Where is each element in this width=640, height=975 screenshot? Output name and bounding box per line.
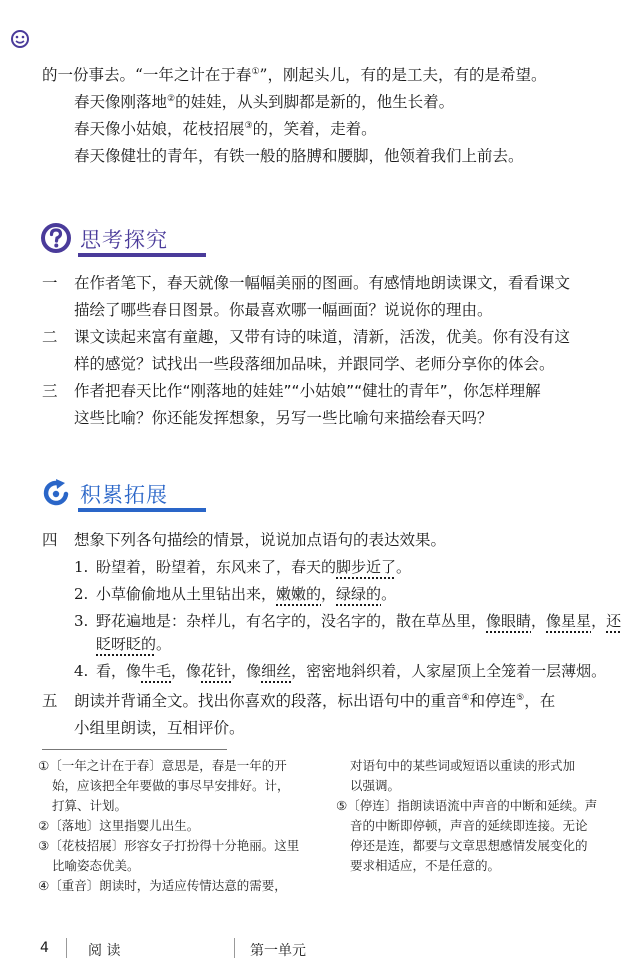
unit-label: 第一单元: [250, 943, 306, 959]
sub-item-continued: 眨呀眨的。: [96, 635, 172, 653]
footnote-4: ④〔重音〕朗读时，为适应传情达意的需要，: [38, 878, 287, 893]
sub-item: 1. 盼望着，盼望着，东风来了，春天的脚步近了。: [74, 558, 412, 576]
question-label: 三: [42, 382, 58, 400]
footnote-1: ①〔一年之计在于春〕意思是，春是一年的开 始，应该把全年要做的事尽早安排好。计， 打算、计划。: [38, 758, 290, 813]
question-text: 想象下列各句描绘的情景，说说加点语句的表达效果。: [74, 531, 447, 549]
text-line-3: 春天像小姑娘，花枝招展③的，笑着，走着。: [74, 120, 377, 138]
smiley-icon: [10, 29, 30, 49]
sub-item: 3. 野花遍地是：杂样儿，有名字的，没名字的，散在草丛里，像眼睛，像星星，还: [74, 612, 622, 630]
footer-divider: [66, 938, 67, 958]
footnote-4-continued: 对语句中的某些词或短语以重读的形式加 以强调。: [350, 758, 576, 793]
footnotes-right: [336, 756, 606, 876]
question-label: 一: [42, 274, 58, 292]
footer-divider: [234, 938, 235, 958]
section-header-accumulate: [40, 472, 240, 516]
section-title: 思考探究: [80, 228, 168, 252]
question-text: 朗读并背诵全文。找出你喜欢的段落，标出语句中的重音④和停连⑤，在 小组里朗读，互相评价。: [74, 692, 556, 737]
footnote-2: ②〔落地〕这里指婴儿出生。: [38, 818, 200, 833]
question-label: 二: [42, 328, 58, 346]
footnote-3: ③〔花枝招展〕形容女子打扮得十分艳丽。这里 比喻姿态优美。: [38, 838, 300, 873]
text-line-2: 春天像刚落地②的娃娃，从头到脚都是新的，他生长着。: [74, 93, 455, 111]
footnotes-left: [38, 756, 306, 896]
refresh-arrow-icon: [40, 477, 72, 509]
title-underline: [78, 508, 206, 512]
text-line-1: 的一份事去。“一年之计在于春①”，刚起头儿，有的是工夫，有的是希望。: [42, 66, 547, 84]
footnote-5: ⑤〔停连〕指朗读语流中声音的中断和延续。声 音的中断即停顿，声音的延续即连接。无论 停还是连，都要与文章思想感情发展变化的 要求相适应，不是任意的。: [336, 798, 598, 873]
question-label: 五: [42, 692, 58, 710]
question-text: 作者把春天比作“刚落地的娃娃”“小姑娘”“健壮的青年”，你怎样理解 这些比喻？你还能发挥想象，另写一些比喻句来描绘春天吗？: [74, 382, 541, 427]
sub-item: 2. 小草偷偷地从土里钻出来，嫩嫩的，绿绿的。: [74, 585, 397, 603]
title-underline: [78, 253, 206, 257]
text-line-4: 春天像健壮的青年，有铁一般的胳膊和腰脚，他领着我们上前去。: [74, 147, 524, 165]
footnote-divider: [42, 749, 227, 750]
question-text: 课文读起来富有童趣，又带有诗的味道，清新，活泼，优美。你有没有这 样的感觉？试找出一些段落细加品味，并跟同学、老师分享你的体会。: [74, 328, 571, 373]
sub-item: 4. 看，像牛毛，像花针，像细丝，密密地斜织着，人家屋顶上全笼着一层薄烟。: [74, 662, 607, 680]
section-header-thinking: [40, 217, 240, 261]
book-section: 阅 读: [88, 943, 121, 959]
question-icon: [40, 222, 72, 254]
question-label: 四: [42, 531, 58, 549]
question-text: 在作者笔下，春天就像一幅幅美丽的图画。有感情地朗读课文，看看课文 描绘了哪些春日图景。你最喜欢哪一幅画面？说说你的理由。: [74, 274, 571, 319]
page-number: 4: [40, 940, 49, 956]
section-title: 积累拓展: [80, 483, 168, 507]
